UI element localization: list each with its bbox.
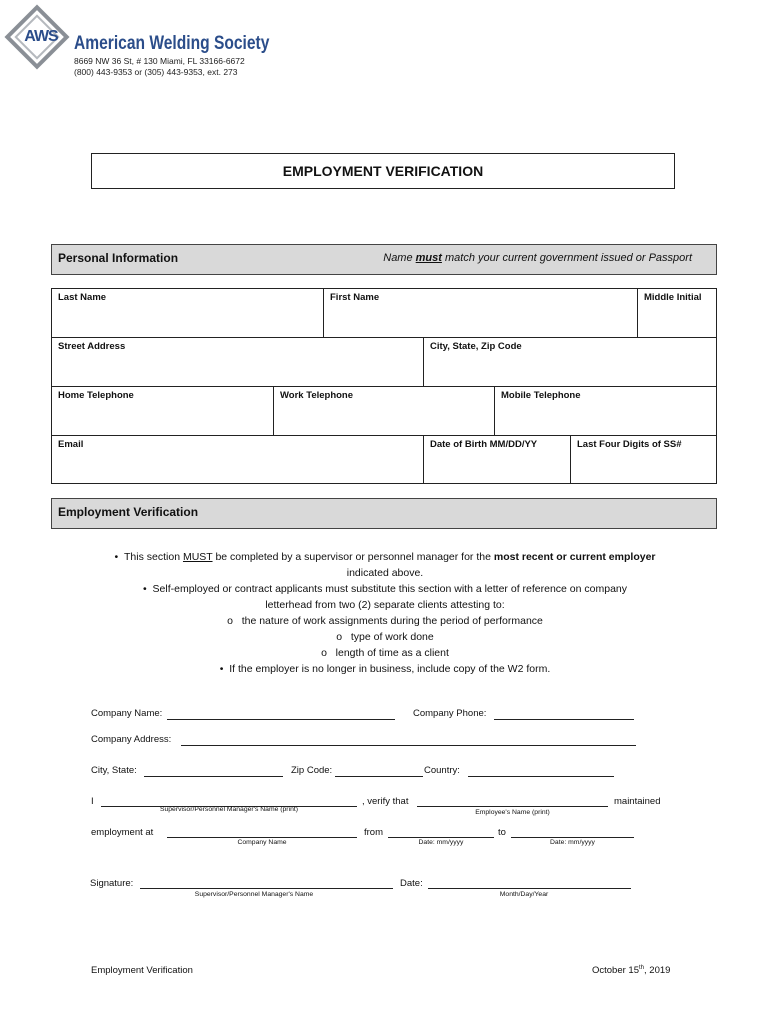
employee-name-line[interactable] [417,806,608,807]
company-phone-line[interactable] [494,719,634,720]
bullet-1: • This section MUST be completed by a supervisor or personnel manager for the most recent or current employer [114,551,656,563]
country-label: Country: [424,765,460,776]
middle-initial-field[interactable]: Middle Initial [638,289,716,338]
i-label: I [91,796,94,807]
dob-field[interactable]: Date of Birth MM/DD/YY [424,436,571,483]
verify-that-label: , verify that [362,796,409,807]
personal-info-note: Name must match your current government issued or Passport [383,252,692,264]
employment-company-line[interactable] [167,837,357,838]
page-title: EMPLOYMENT VERIFICATION [91,153,675,189]
country-line[interactable] [468,776,614,777]
employee-print-caption: Employee's Name (print) [475,809,550,816]
signature-label: Signature: [90,878,134,889]
city-state-zip-field[interactable]: City, State, Zip Code [424,338,716,387]
org-phone: (800) 443-9353 or (305) 443-9353, ext. 273 [74,67,238,77]
to-date-line[interactable] [511,837,634,838]
signature-date-line[interactable] [428,888,631,889]
mobile-telephone-field[interactable]: Mobile Telephone [495,387,716,436]
aws-logo: AWS [24,28,58,45]
email-field[interactable]: Email [52,436,424,483]
personal-info-bar [51,244,717,275]
zip-code-label: Zip Code: [291,765,333,776]
to-date-caption: Date: mm/yyyy [550,839,595,846]
street-address-field[interactable]: Street Address [52,338,424,387]
home-telephone-field[interactable]: Home Telephone [52,387,274,436]
employment-verification-heading: Employment Verification [58,505,199,519]
bullet-2: • Self-employed or contract applicants must substitute this section with a letter of reference on company [143,583,627,595]
company-address-line[interactable] [181,745,636,746]
employment-at-label: employment at [91,827,154,838]
company-address-label: Company Address: [91,734,172,745]
org-name: American Welding Society [74,33,270,54]
org-address: 8669 NW 36 St, # 130 Miami, FL 33166-6672 [74,56,245,66]
city-state-line[interactable] [144,776,283,777]
ssn-field[interactable]: Last Four Digits of SS# [577,439,682,450]
from-date-line[interactable] [388,837,494,838]
last-name-field[interactable]: Last Name [52,289,324,338]
supervisor-name-caption: Supervisor/Personnel Manager's Name [194,891,314,898]
from-label: from [364,827,383,838]
company-name-label: Company Name: [91,708,163,719]
company-name-caption: Company Name [237,839,287,846]
supervisor-print-caption: Supervisor/Personnel Manager's Name (print) [159,806,299,813]
month-day-year-caption: Month/Day/Year [499,891,549,898]
work-telephone-field[interactable]: Work Telephone [274,387,495,436]
personal-info-grid [51,288,717,484]
employment-verification-bar [51,498,717,529]
instructions: • This section MUST be completed by a supervisor or personnel manager for the most recent or current employer indicated above. • Self-employed or contract applicants must substitute this section with a letter of reference on company letterhead from two (2) separate clients attesting to: o the nature of work assignments during the period of performance o type of work done o length of time as a client • If the employer is no longer in business, include copy of the W2 form. [60,549,710,677]
sub-bullet-1: o the nature of work assignments during the period of performance [227,615,543,627]
company-name-line[interactable] [167,719,395,720]
city-state-label: City, State: [91,765,137,776]
bullet-3: • If the employer is no longer in business, include copy of the W2 form. [219,663,551,675]
company-phone-label: Company Phone: [413,708,487,719]
maintained-label: maintained [614,796,661,807]
first-name-field[interactable]: First Name [324,289,638,338]
footer-date: October 15th, 2019 [592,965,671,977]
to-label: to [498,827,506,838]
from-date-caption: Date: mm/yyyy [418,839,464,846]
signature-line[interactable] [140,888,393,889]
footer-label: Employment Verification [91,965,193,976]
date-label: Date: [400,878,423,889]
sub-bullet-2: o type of work done [336,631,434,643]
zip-code-line[interactable] [335,776,423,777]
sub-bullet-3: o length of time as a client [321,647,449,659]
personal-info-heading: Personal Information [58,251,179,265]
